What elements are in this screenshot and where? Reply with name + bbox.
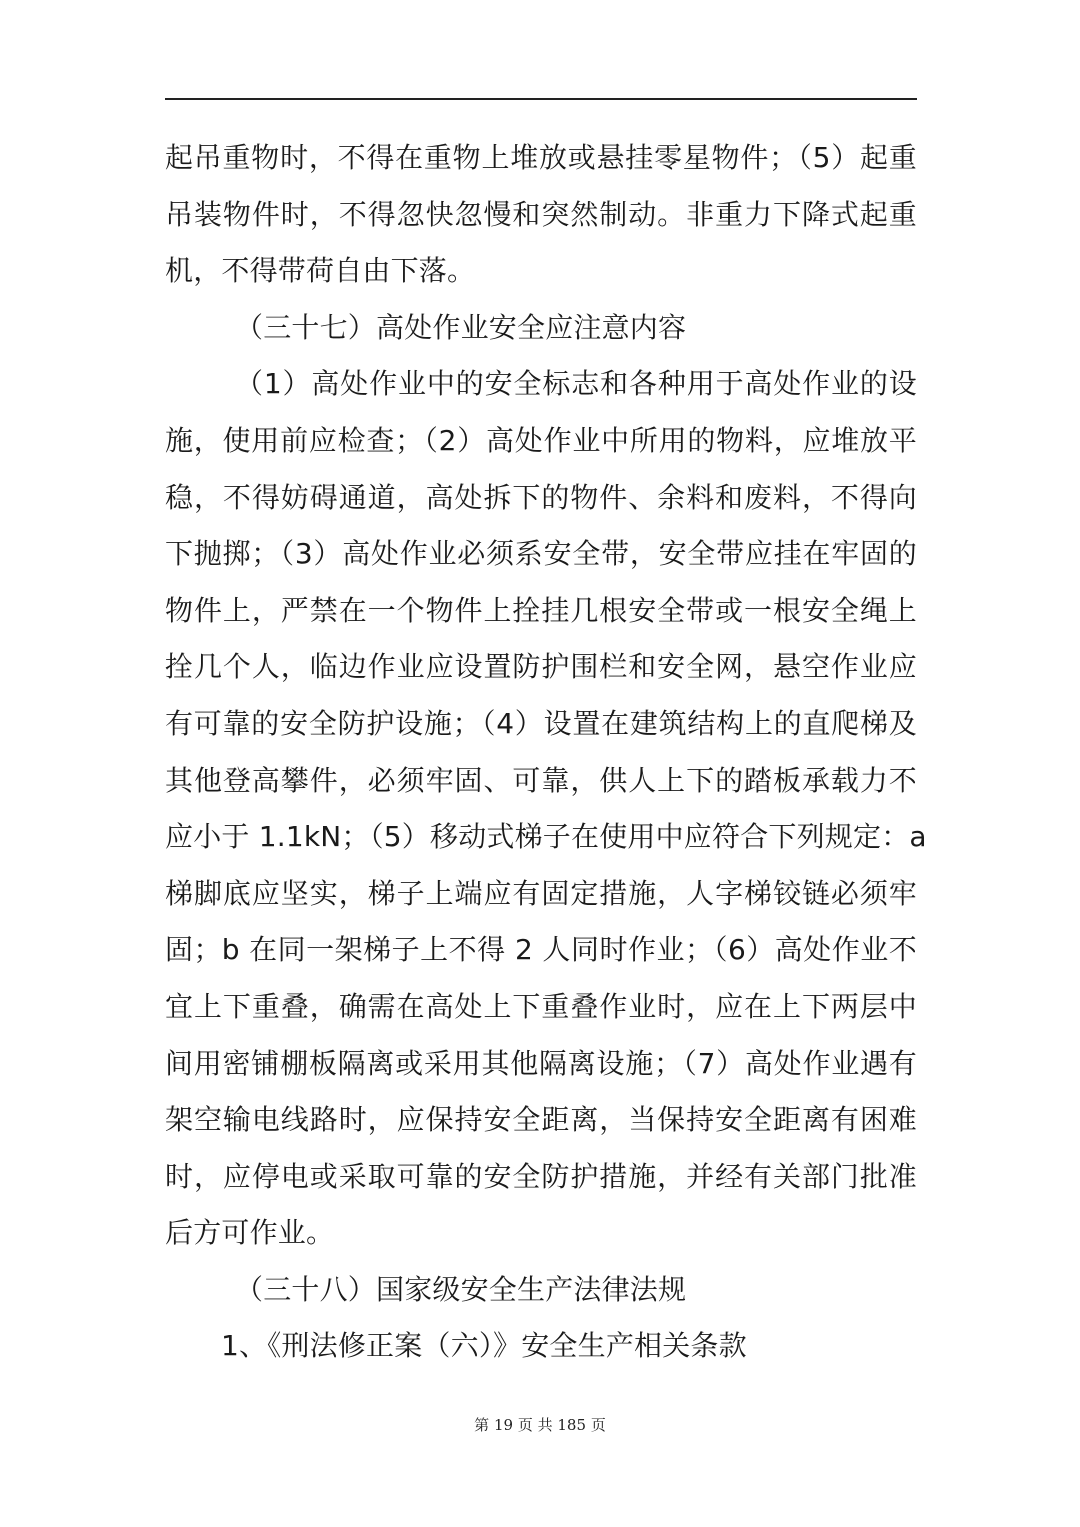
footer-current-page: 19: [493, 1416, 514, 1434]
document-body: [165, 130, 927, 1375]
body-line: （1）高处作业中的安全标志和各种用于高处作业的设: [235, 367, 917, 401]
body-line: 固；b 在同一架梯子上不得 2 人同时作业；（6）高处作业不: [165, 933, 917, 967]
footer-label-page: 第: [474, 1416, 490, 1434]
subsection-heading: 1、《刑法修正案（六）》安全生产相关条款: [221, 1329, 747, 1363]
footer-label-of: 页 共: [517, 1416, 553, 1434]
body-line: 后方可作业。: [165, 1216, 335, 1250]
footer-label-end: 页: [590, 1416, 606, 1434]
page-footer: [0, 1414, 1080, 1435]
footer-total-pages: 185: [557, 1416, 587, 1434]
body-line: 施，使用前应检查；（2）高处作业中所用的物料，应堆放平: [165, 423, 917, 457]
header-rule: [165, 98, 917, 100]
body-line: 稳，不得妨碍通道，高处拆下的物件、余料和废料，不得向: [165, 480, 917, 514]
body-line: 时，应停电或采取可靠的安全防护措施，并经有关部门批准: [165, 1159, 917, 1193]
body-line: 起吊重物时，不得在重物上堆放或悬挂零星物件；（5）起重: [165, 141, 917, 174]
body-line: 梯脚底应坚实，梯子上端应有固定措施，人字梯铰链必须牢: [165, 876, 917, 910]
body-line: 下抛掷；（3）高处作业必须系安全带，安全带应挂在牢固的: [165, 537, 917, 571]
section-heading: （三十七）高处作业安全应注意内容: [235, 310, 687, 344]
section-heading: （三十八）国家级安全生产法律法规: [235, 1272, 687, 1306]
body-line: 吊装物件时，不得忽快忽慢和突然制动。非重力下降式起重: [165, 197, 917, 231]
body-line: 架空输电线路时，应保持安全距离，当保持安全距离有困难: [165, 1103, 917, 1137]
body-line: 拴几个人，临边作业应设置防护围栏和安全网，悬空作业应: [165, 650, 917, 684]
body-line: 有可靠的安全防护设施；（4）设置在建筑结构上的直爬梯及: [165, 706, 917, 740]
body-line: 物件上，严禁在一个物件上拴挂几根安全带或一根安全绳上: [165, 593, 917, 627]
body-line: 应小于 1.1kN；（5）移动式梯子在使用中应符合下列规定：a: [165, 820, 927, 854]
body-line: 其他登高攀件，必须牢固、可靠，供人上下的踏板承载力不: [165, 763, 917, 797]
body-line: 宜上下重叠，确需在高处上下重叠作业时，应在上下两层中: [165, 989, 917, 1023]
body-line: 间用密铺棚板隔离或采用其他隔离设施；（7）高处作业遇有: [165, 1046, 917, 1080]
body-line: 机，不得带荷自由下落。: [165, 254, 476, 288]
